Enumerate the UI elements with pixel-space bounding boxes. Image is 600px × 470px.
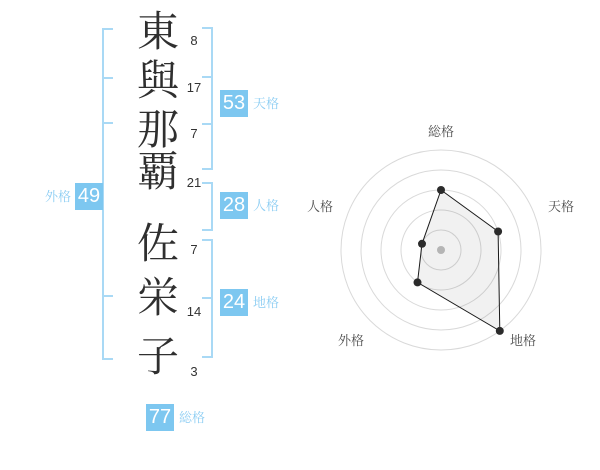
radar-axis-label: 天格: [547, 200, 575, 215]
name-char: 那: [136, 105, 179, 154]
radar-data-point: [496, 327, 504, 335]
stroke-count: 3: [190, 364, 198, 379]
name-char: 與: [136, 56, 179, 105]
tenkaku-score-badge: 53: [220, 90, 248, 117]
chikaku-score-badge: 24: [220, 289, 248, 316]
name-char: 子: [136, 332, 179, 381]
name-char: 佐: [136, 219, 179, 268]
soukaku-score-badge: 77: [146, 404, 174, 431]
stroke-count: 7: [190, 242, 198, 257]
name-char: 東: [136, 7, 179, 56]
jinkaku-score-badge: 28: [220, 192, 248, 219]
soukaku-score-label: 総格: [179, 410, 206, 425]
radar-axis-label: 外格: [337, 334, 365, 349]
name-char: 栄: [136, 273, 179, 322]
jinkaku-score-label: 人格: [253, 198, 280, 213]
tenkaku-bracket: [201, 27, 213, 170]
stroke-count: 14: [186, 304, 202, 319]
radar-data-point: [414, 278, 422, 286]
stroke-count: 8: [190, 33, 198, 48]
stroke-count: 17: [186, 80, 202, 95]
radar-axis-label: 地格: [509, 334, 537, 349]
gaikaku-score-badge: 49: [75, 183, 103, 210]
gaikaku-bracket: [102, 28, 114, 360]
radar-data-point: [437, 186, 445, 194]
radar-axis-label: 総格: [427, 125, 455, 140]
radar-axis-label: 人格: [306, 200, 334, 215]
bracket-line: [211, 182, 213, 231]
radar-chart: [306, 115, 586, 375]
name-char: 覇: [136, 147, 179, 196]
stroke-count: 7: [190, 126, 198, 141]
stroke-count: 21: [186, 175, 202, 190]
radar-data-point: [418, 240, 426, 248]
chikaku-score-label: 地格: [253, 295, 280, 310]
gaikaku-score-label: 外格: [44, 189, 71, 204]
radar-data-point: [494, 228, 502, 236]
tenkaku-score-label: 天格: [253, 96, 280, 111]
bracket-line: [211, 27, 213, 170]
